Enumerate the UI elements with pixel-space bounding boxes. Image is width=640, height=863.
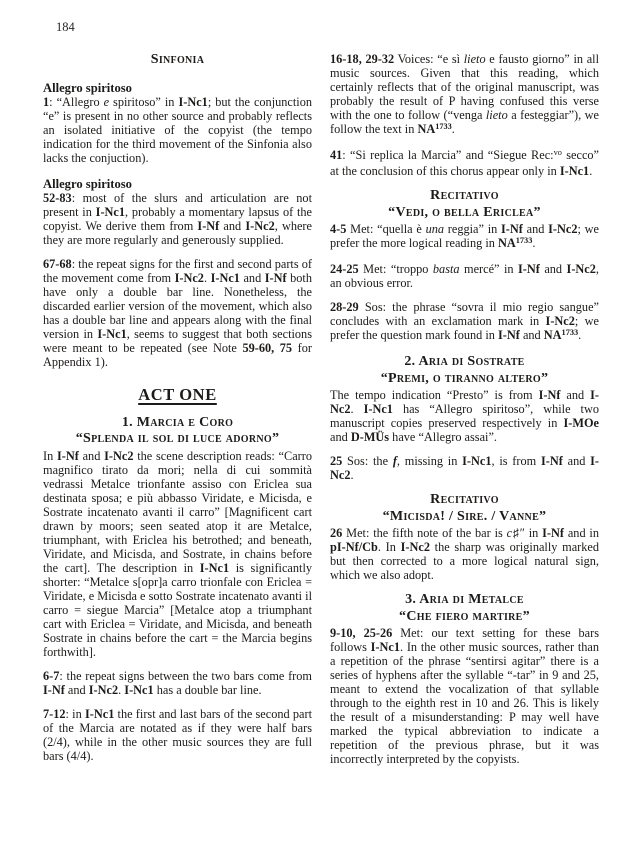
text-run: I-Nf: [43, 682, 65, 697]
text-run: Met: our text setting for these bars follows: [330, 626, 599, 654]
text-run: lieto: [463, 52, 486, 66]
text-run: NA: [497, 236, 516, 250]
note-1: [43, 95, 312, 165]
text-run: Allegro spiritoso: [43, 80, 132, 95]
text-run: D-MÜs: [350, 430, 390, 444]
text-run: has a double bar line.: [153, 682, 262, 697]
text-run: 25: [330, 454, 343, 468]
text-run: Met: “troppo: [358, 262, 433, 276]
text-run: .: [350, 402, 364, 416]
note-25: [330, 454, 599, 482]
text-run: I-Nc1: [210, 270, 240, 285]
text-run: I-Nc1: [178, 94, 208, 109]
text-run: .: [118, 682, 125, 697]
text-run: , an obvious error.: [330, 262, 599, 290]
note-52-83: [43, 191, 312, 247]
heading-act-one: [43, 385, 312, 405]
text-run: I-Nc1: [97, 326, 127, 341]
text-run: and in: [564, 526, 599, 540]
text-run: : most of the slurs and articulation are not present in: [43, 190, 312, 219]
text-run: I-Nc2: [400, 540, 430, 554]
text-run: 16-18, 29-32: [330, 52, 395, 66]
text-run: .: [350, 468, 354, 482]
text-run: 9-10, 25-26: [330, 626, 393, 640]
text-run: I-Nc1: [462, 454, 492, 468]
note-16-18-29-32: [330, 52, 599, 138]
text-run: I-Nc1: [199, 560, 230, 575]
heading-line: [330, 188, 599, 205]
text-run: have “Allegro assai”.: [389, 430, 497, 444]
text-run: . In: [377, 540, 401, 554]
text-run: and: [239, 270, 265, 285]
text-run: In: [43, 448, 57, 463]
note-28-29: [330, 300, 599, 344]
text-run: has “Allegro spiritoso”, while two manuscript copies preserved respectively in: [330, 402, 599, 430]
text-run: and: [64, 682, 89, 697]
text-run: and: [78, 448, 105, 463]
heading-recitativo-vedi: [330, 188, 599, 221]
text-run: , is from: [491, 454, 541, 468]
text-run: .: [578, 328, 582, 342]
note-tempo-presto: [330, 388, 599, 444]
note-4-5: [330, 222, 599, 252]
heading-line: [330, 354, 599, 371]
heading-line: [43, 52, 312, 69]
text-run: una: [425, 222, 445, 236]
heading-recitativo-micisda: [330, 492, 599, 525]
text-run: .: [451, 122, 455, 136]
text-run: 2. Aria di Sostrate: [404, 354, 525, 369]
text-run: I-MOe: [563, 416, 599, 430]
text-run: I-Nf: [518, 262, 540, 276]
text-run: . In the other music sources, rather than a repetition of the phrase “sentirsi agitar” there is a series of hyphens after the syllable “-tar” in 9 and 25, meant to extend the vocalization of that syllable through to the eighth rest in 10 and 26. This is likely the result of a misunderstanding: P may well have marked the typical abbreviation to indicate a repetition of the previous phrase, but it was incorrectly interpreted by the copyists.: [330, 640, 599, 766]
text-run: and: [519, 328, 544, 342]
text-run: 41: [330, 148, 343, 162]
text-run: 6-7: [43, 668, 60, 683]
text-run: 4-5: [330, 222, 347, 236]
heading-line: [43, 415, 312, 432]
text-run: 59-60, 75: [242, 340, 293, 355]
text-run: I-Nc1: [559, 164, 590, 178]
text-run: : “Si replica la Marcia” and “Siegue Rec:: [342, 148, 554, 162]
text-run: I-Nc1: [84, 706, 115, 721]
text-run: e fausto giorno” in all music sources. Given that this reading, which certainly reflects that of the original manuscript, was probably the result of P having confused this verse with the one to follow (“venga: [330, 52, 599, 122]
text-run: and: [560, 388, 591, 402]
text-run: 1733: [561, 328, 579, 337]
text-run: secco” at the conclusion of this chorus appear only in: [330, 148, 600, 178]
text-run: I-Nf: [538, 388, 561, 402]
right-column: [330, 52, 599, 766]
text-run: “Vedi, o bella Ericlea”: [388, 204, 541, 220]
text-run: is significantly shorter: “Metalce s[opr]a carro trionfale con Ericlea = Viridate, e Micisda e sotto Sostrate incatenato avanti il carro = siegue Marcia” [Metalce atop a triumphant cart with Ericlea = Viridate, and Micisda, and beneath Sostrate in chains before the cart = the Marcia begins forthwith].: [43, 560, 313, 659]
text-run: I-Nc1: [363, 402, 393, 416]
text-run: I-Nc2: [88, 682, 119, 697]
text-run: 26: [330, 526, 343, 540]
text-run: I-Nf: [542, 526, 564, 540]
text-run: a festeggiar”), we follow the text in: [330, 108, 599, 136]
text-run: I-Nc2: [566, 262, 596, 276]
text-run: , probably a momentary lapsus of the copyist. We derive them from: [43, 204, 312, 233]
text-run: 67-68: [43, 256, 72, 271]
heading-line: [330, 371, 599, 388]
heading-line: [43, 431, 312, 448]
text-run: NA: [417, 122, 436, 136]
text-run: Sos: the: [342, 454, 393, 468]
text-run: vo: [553, 148, 562, 157]
text-run: I-Nf: [498, 328, 520, 342]
heading-line: [330, 592, 599, 609]
text-run: ♯″ in: [512, 526, 543, 540]
text-run: reggia” in: [444, 222, 502, 236]
text-run: “Micisda! / Sire. / Vanne”: [382, 508, 547, 524]
heading-marcia-e-coro: [43, 415, 312, 448]
heading-line: [330, 609, 599, 626]
text-run: lieto: [485, 108, 508, 122]
text-run: f: [392, 454, 397, 468]
text-run: I-Nc1: [124, 682, 154, 697]
text-run: pI-Nf/Cb: [330, 540, 378, 554]
text-run: ACT ONE: [138, 384, 217, 404]
text-run: both have only a double bar line. Nonetheless, the discarded earlier version of the movement, which also has a double bar line and appears along with the final version in: [43, 270, 312, 341]
text-run: : in: [65, 706, 85, 721]
text-run: NA: [543, 328, 562, 342]
heading-line: [330, 492, 599, 509]
note-24-25: [330, 262, 599, 290]
text-run: , seems to suggest that both sections were meant to be repeated (see Note: [43, 326, 312, 355]
text-run: Sos: the phrase “sovra il mio regio sangue” concludes with an exclamation mark in: [330, 300, 599, 328]
text-run: 1733: [515, 236, 533, 245]
text-run: Recitativo: [430, 188, 499, 203]
text-run: “Splenda il sol di luce adorno”: [75, 431, 280, 446]
text-run: ; we prefer the question mark found in: [330, 314, 599, 342]
note-scene-description: [43, 449, 312, 659]
text-run: the scene description reads: “Carro magnifico tirato da mori; nella di cui sommità vedrassi Metalce trionfante assiso con Ericlea sua destinata sposa; e più abbasso Viridate, e Micisda, e Sostrate incatenato avanti il carro” [Magnificent cart drawn by moors; seen seated atop it are Metalce, triumphant, with Ericlea his betrothed; and beneath, Viridate, and Micisda, and Sostrate, in chains before the cart]. The description in: [43, 448, 312, 575]
text-run: ; but the conjunction “e” is present in no other source and probably reflects an isolated initiative of the copyist (the tempo indication for the third movement of the Sinfonia also lacks the conjuction).: [43, 94, 313, 165]
text-run: c: [506, 526, 513, 540]
text-run: I-Nc1: [370, 640, 401, 654]
text-run: I-Nc2: [548, 222, 578, 236]
text-run: Sinfonia: [150, 52, 205, 67]
text-run: I-Nc2: [545, 314, 575, 328]
text-run: I-Nf: [197, 218, 220, 233]
text-run: I-Nc1: [95, 204, 126, 219]
left-column: [43, 52, 312, 766]
text-run: 28-29: [330, 300, 359, 314]
text-run: 1733: [435, 122, 452, 131]
note-7-12: [43, 707, 312, 763]
heading-aria-di-sostrate: [330, 354, 599, 387]
text-run: : the repeat signs between the two bars come from: [59, 668, 312, 683]
text-run: .: [203, 270, 211, 285]
page-number: 184: [56, 20, 75, 34]
text-run: e: [103, 94, 110, 109]
text-run: and: [539, 262, 567, 276]
text-run: Allegro spiritoso: [43, 176, 132, 191]
text-run: ; we prefer the more logical reading in: [330, 222, 599, 250]
heading-line: [330, 509, 599, 526]
text-run: 1: [43, 94, 50, 109]
text-run: and: [522, 222, 549, 236]
text-run: and: [562, 454, 591, 468]
text-run: 1. Marcia e Coro: [121, 414, 234, 430]
subheading-allegro-spiritoso-1: [43, 81, 312, 95]
text-run: I-Nc2: [245, 218, 275, 233]
text-run: and: [219, 218, 246, 233]
two-column-layout: [43, 52, 598, 766]
text-run: : the repeat signs for the first and second parts of the movement come from: [43, 256, 312, 285]
text-run: I-Nc2: [330, 454, 600, 482]
text-run: 24-25: [330, 262, 359, 276]
text-run: I-Nc2: [104, 448, 134, 463]
text-run: Met: “quella è: [346, 222, 426, 236]
text-run: Recitativo: [430, 492, 499, 507]
text-run: the first and last bars of the second part of the Marcia are notated as if they were half bars (2/4), while in the other music sources they are full bars (4/4).: [43, 706, 312, 763]
text-run: Met: the fifth note of the bar is: [342, 526, 507, 540]
text-run: I-Nf: [540, 454, 563, 468]
text-run: the sharp was originally marked but then corrected to a more logical natural sign, which we also adopt.: [330, 540, 599, 582]
text-run: I-Nf: [264, 270, 287, 285]
text-run: “Premi, o tiranno altero”: [380, 370, 549, 386]
subheading-allegro-spiritoso-2: [43, 177, 312, 191]
heading-line: [330, 205, 599, 222]
text-run: I-Nc2: [174, 270, 204, 285]
text-run: Voices: “e sì: [394, 52, 464, 66]
note-67-68: [43, 257, 312, 369]
note-26: [330, 526, 599, 582]
text-run: mercé” in: [459, 262, 518, 276]
text-run: I-Nc2: [330, 388, 599, 416]
text-run: : “Allegro: [49, 94, 104, 109]
heading-aria-di-metalce: [330, 592, 599, 625]
text-run: .: [532, 236, 536, 250]
text-run: and: [330, 430, 351, 444]
text-run: , where they are more regularly and generously supplied.: [43, 218, 312, 247]
text-run: “Che fiero martire”: [399, 608, 530, 624]
text-run: 3. Aria di Metalce: [405, 592, 524, 607]
text-run: The tempo indication “Presto” is from: [330, 388, 539, 402]
text-run: I-Nf: [501, 222, 523, 236]
note-9-10-25-26: [330, 626, 599, 766]
text-run: spiritoso” in: [109, 94, 179, 109]
heading-sinfonia: [43, 52, 312, 69]
text-run: 52-83: [43, 190, 72, 205]
text-run: for Appendix 1).: [43, 340, 313, 369]
text-run: I-Nf: [57, 448, 79, 463]
text-run: 7-12: [43, 706, 66, 721]
text-run: , missing in: [396, 454, 463, 468]
text-run: .: [589, 164, 593, 178]
note-41: [330, 148, 599, 178]
note-6-7: [43, 669, 312, 697]
text-run: basta: [432, 262, 460, 276]
